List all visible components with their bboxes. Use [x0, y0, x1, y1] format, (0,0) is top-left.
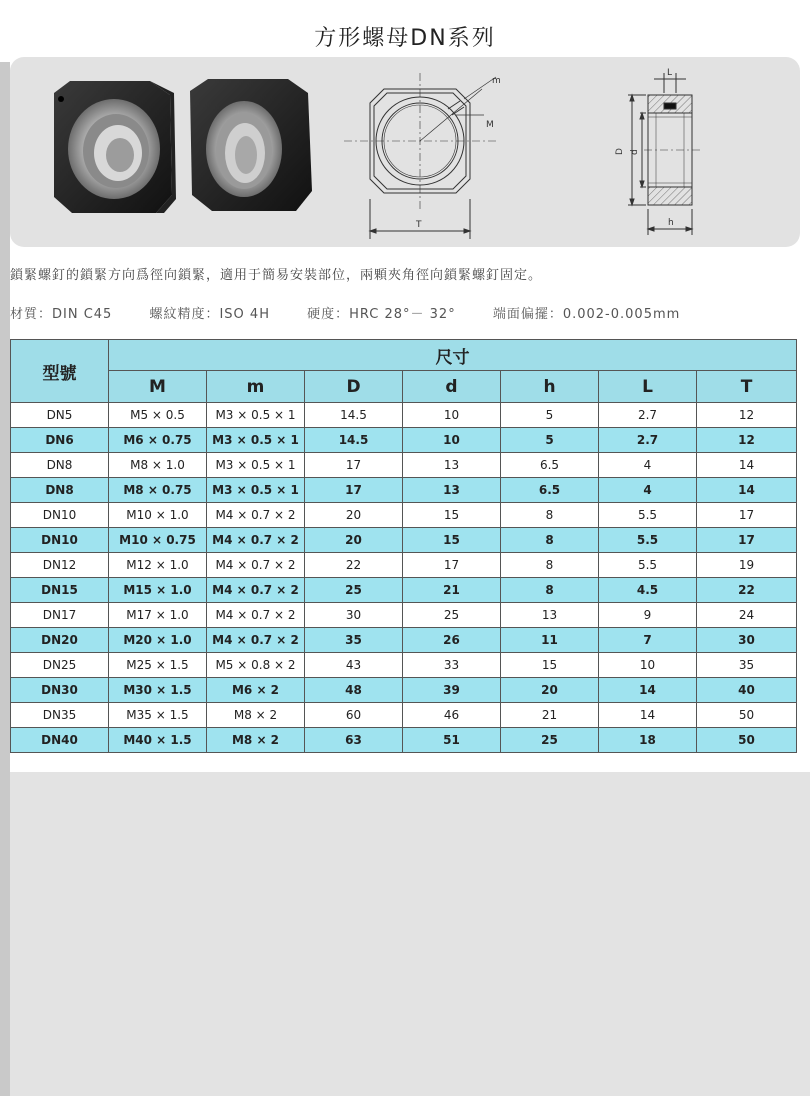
cell-m-lower: M3 × 0.5 × 1	[207, 478, 305, 503]
cell-m-lower: M3 × 0.5 × 1	[207, 428, 305, 453]
cell-m-upper: M10 × 1.0	[109, 503, 207, 528]
left-decorative-strip	[0, 62, 10, 1096]
product-photo	[32, 63, 332, 243]
cell-t-upper: 35	[697, 653, 797, 678]
cell-h-lower: 8	[501, 528, 599, 553]
cell-d-lower: 39	[403, 678, 501, 703]
table-row	[11, 478, 797, 503]
cell-t-upper: 50	[697, 728, 797, 753]
cell-t-upper: 24	[697, 603, 797, 628]
cell-m-lower: M8 × 2	[207, 728, 305, 753]
cell-model: DN8	[11, 453, 109, 478]
cell-d-upper: 60	[305, 703, 403, 728]
cell-d-upper: 20	[305, 503, 403, 528]
cell-model: DN10	[11, 528, 109, 553]
spec-line	[10, 303, 712, 322]
cell-l-upper: 5.5	[599, 528, 697, 553]
cell-h-lower: 5	[501, 428, 599, 453]
cell-m-upper: M6 × 0.75	[109, 428, 207, 453]
front-view-drawing	[344, 63, 504, 243]
cell-d-lower: 13	[403, 453, 501, 478]
cell-t-upper: 17	[697, 528, 797, 553]
cell-d-lower: 25	[403, 603, 501, 628]
cell-m-lower: M3 × 0.5 × 1	[207, 403, 305, 428]
cell-m-lower: M8 × 2	[207, 703, 305, 728]
cell-model: DN5	[11, 403, 109, 428]
cell-d-lower: 21	[403, 578, 501, 603]
cell-l-upper: 2.7	[599, 428, 697, 453]
cell-model: DN40	[11, 728, 109, 753]
product-image-panel	[10, 57, 800, 247]
cell-d-lower: 10	[403, 403, 501, 428]
cell-t-upper: 12	[697, 403, 797, 428]
cell-model: DN20	[11, 628, 109, 653]
nut-left	[54, 81, 176, 213]
cell-l-upper: 10	[599, 653, 697, 678]
cell-l-upper: 5.5	[599, 553, 697, 578]
cell-h-lower: 13	[501, 603, 599, 628]
cell-d-upper: 14.5	[305, 403, 403, 428]
header-model: 型號	[11, 340, 109, 403]
cell-h-lower: 15	[501, 653, 599, 678]
cell-d-upper: 17	[305, 453, 403, 478]
cell-h-lower: 8	[501, 503, 599, 528]
cell-t-upper: 12	[697, 428, 797, 453]
table-row	[11, 578, 797, 603]
cell-model: DN8	[11, 478, 109, 503]
cell-d-upper: 35	[305, 628, 403, 653]
side-section-drawing	[604, 63, 714, 243]
cell-d-lower: 17	[403, 553, 501, 578]
nut-right	[190, 79, 312, 211]
cell-t-upper: 30	[697, 628, 797, 653]
spec-hardness: 硬度：HRC 28°－ 32°	[307, 307, 456, 322]
table-row	[11, 603, 797, 628]
column-header-row	[11, 371, 797, 403]
column-header-m-lower: m	[207, 371, 305, 403]
cell-h-lower: 25	[501, 728, 599, 753]
cell-t-upper: 22	[697, 578, 797, 603]
cell-model: DN35	[11, 703, 109, 728]
cell-d-lower: 10	[403, 428, 501, 453]
table-row	[11, 528, 797, 553]
cell-h-lower: 6.5	[501, 478, 599, 503]
cell-model: DN15	[11, 578, 109, 603]
column-header-l-upper: L	[599, 371, 697, 403]
cell-d-upper: 17	[305, 478, 403, 503]
cell-m-upper: M10 × 0.75	[109, 528, 207, 553]
cell-m-upper: M35 × 1.5	[109, 703, 207, 728]
cell-l-upper: 7	[599, 628, 697, 653]
cell-m-lower: M3 × 0.5 × 1	[207, 453, 305, 478]
cell-d-lower: 51	[403, 728, 501, 753]
cell-t-upper: 19	[697, 553, 797, 578]
dimension-table	[10, 339, 797, 753]
cell-m-lower: M4 × 0.7 × 2	[207, 628, 305, 653]
front-label-t: T	[416, 220, 422, 230]
cell-m-lower: M4 × 0.7 × 2	[207, 603, 305, 628]
cell-m-lower: M6 × 2	[207, 678, 305, 703]
header-dimensions: 尺寸	[109, 340, 797, 371]
cell-t-upper: 50	[697, 703, 797, 728]
cell-h-lower: 21	[501, 703, 599, 728]
cell-d-upper: 43	[305, 653, 403, 678]
cell-t-upper: 40	[697, 678, 797, 703]
cell-d-upper: 25	[305, 578, 403, 603]
cell-t-upper: 17	[697, 503, 797, 528]
cell-m-lower: M4 × 0.7 × 2	[207, 528, 305, 553]
cell-d-lower: 15	[403, 503, 501, 528]
cell-model: DN17	[11, 603, 109, 628]
cell-h-lower: 20	[501, 678, 599, 703]
column-header-d-upper: D	[305, 371, 403, 403]
table-row	[11, 503, 797, 528]
cell-m-lower: M5 × 0.8 × 2	[207, 653, 305, 678]
side-label-h: h	[668, 218, 674, 228]
cell-l-upper: 14	[599, 678, 697, 703]
cell-d-lower: 15	[403, 528, 501, 553]
cell-model: DN12	[11, 553, 109, 578]
cell-h-lower: 11	[501, 628, 599, 653]
cell-l-upper: 9	[599, 603, 697, 628]
table-row	[11, 428, 797, 453]
table-row	[11, 653, 797, 678]
cell-h-lower: 8	[501, 578, 599, 603]
column-header-t-upper: T	[697, 371, 797, 403]
table-row	[11, 703, 797, 728]
footer-gray-area	[10, 772, 810, 1096]
table-row	[11, 628, 797, 653]
cell-d-upper: 14.5	[305, 428, 403, 453]
side-label-D: D	[615, 148, 625, 155]
cell-h-lower: 6.5	[501, 453, 599, 478]
cell-model: DN25	[11, 653, 109, 678]
cell-d-lower: 26	[403, 628, 501, 653]
table-row	[11, 553, 797, 578]
table-body	[11, 403, 797, 753]
cell-m-upper: M40 × 1.5	[109, 728, 207, 753]
cell-d-lower: 46	[403, 703, 501, 728]
cell-l-upper: 4	[599, 453, 697, 478]
table-row	[11, 453, 797, 478]
cell-d-upper: 22	[305, 553, 403, 578]
spec-thread-precision: 螺紋精度：ISO 4H	[149, 307, 270, 322]
cell-d-lower: 33	[403, 653, 501, 678]
column-header-m-upper: M	[109, 371, 207, 403]
front-label-m-large: M	[486, 120, 494, 130]
cell-m-upper: M12 × 1.0	[109, 553, 207, 578]
cell-m-upper: M8 × 0.75	[109, 478, 207, 503]
cell-l-upper: 4	[599, 478, 697, 503]
cell-m-upper: M8 × 1.0	[109, 453, 207, 478]
column-header-d-lower: d	[403, 371, 501, 403]
cell-m-lower: M4 × 0.7 × 2	[207, 553, 305, 578]
cell-m-upper: M30 × 1.5	[109, 678, 207, 703]
cell-l-upper: 2.7	[599, 403, 697, 428]
cell-l-upper: 5.5	[599, 503, 697, 528]
side-label-l: L	[667, 68, 673, 78]
cell-m-upper: M15 × 1.0	[109, 578, 207, 603]
cell-model: DN30	[11, 678, 109, 703]
side-label-d: d	[630, 149, 640, 155]
cell-d-upper: 48	[305, 678, 403, 703]
cell-d-upper: 63	[305, 728, 403, 753]
cell-m-lower: M4 × 0.7 × 2	[207, 578, 305, 603]
table-row	[11, 678, 797, 703]
cell-l-upper: 18	[599, 728, 697, 753]
front-label-m-small: m	[492, 76, 501, 86]
cell-d-upper: 20	[305, 528, 403, 553]
table-row	[11, 403, 797, 428]
cell-model: DN6	[11, 428, 109, 453]
cell-m-upper: M25 × 1.5	[109, 653, 207, 678]
spec-runout: 端面偏擺：0.002-0.005mm	[492, 307, 681, 322]
product-description: 鎖緊螺釘的鎖緊方向爲徑向鎖緊，適用于簡易安裝部位，兩顆夾角徑向鎖緊螺釘固定。	[10, 268, 543, 283]
page-title: 方形螺母DN系列	[314, 25, 496, 51]
cell-l-upper: 4.5	[599, 578, 697, 603]
cell-m-upper: M17 × 1.0	[109, 603, 207, 628]
spec-material: 材質：DIN C45	[10, 307, 113, 322]
cell-m-upper: M5 × 0.5	[109, 403, 207, 428]
column-header-h-lower: h	[501, 371, 599, 403]
cell-l-upper: 14	[599, 703, 697, 728]
cell-m-lower: M4 × 0.7 × 2	[207, 503, 305, 528]
cell-m-upper: M20 × 1.0	[109, 628, 207, 653]
cell-h-lower: 8	[501, 553, 599, 578]
table-row	[11, 728, 797, 753]
cell-t-upper: 14	[697, 478, 797, 503]
cell-d-lower: 13	[403, 478, 501, 503]
cell-d-upper: 30	[305, 603, 403, 628]
cell-model: DN10	[11, 503, 109, 528]
cell-t-upper: 14	[697, 453, 797, 478]
cell-h-lower: 5	[501, 403, 599, 428]
